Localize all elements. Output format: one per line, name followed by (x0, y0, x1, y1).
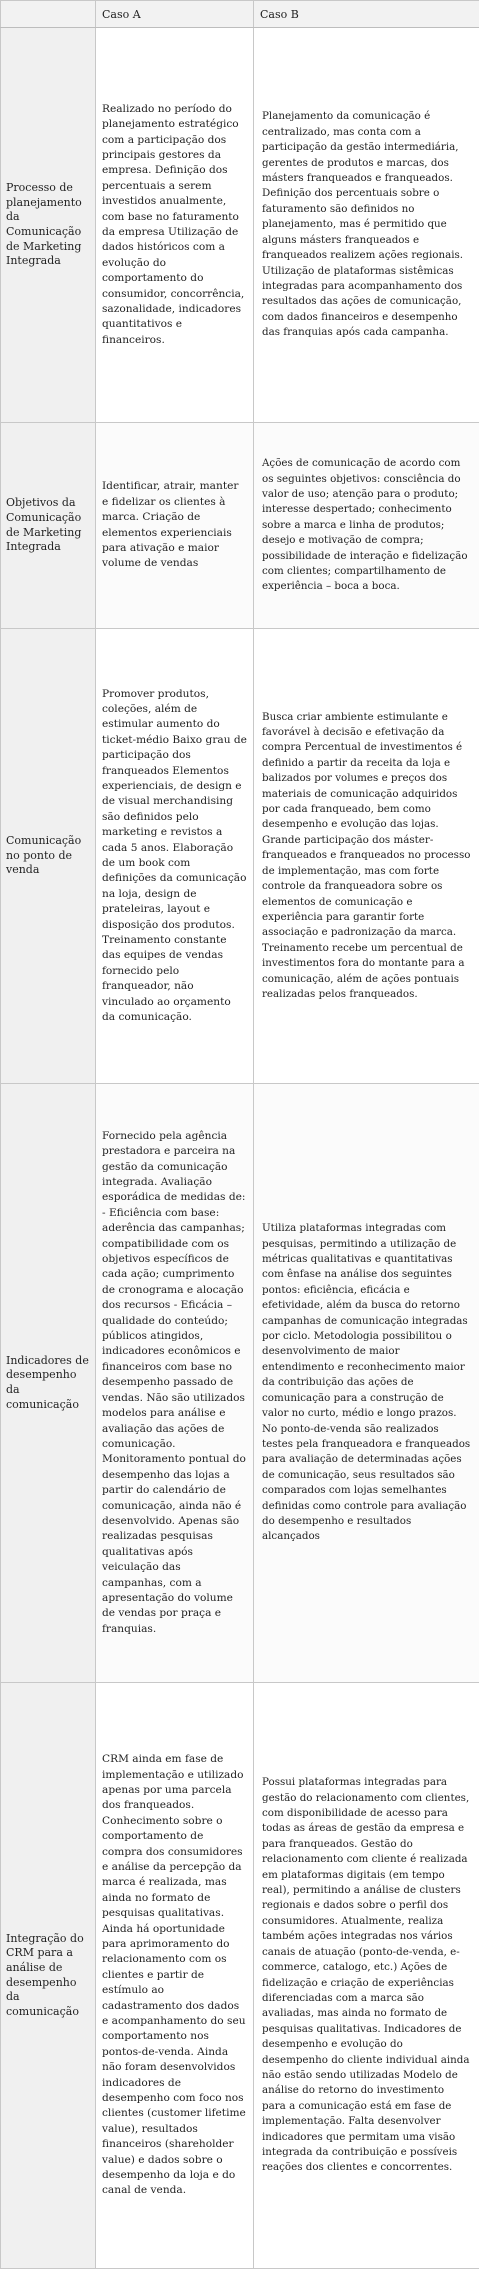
row-label: Integração do CRM para a análise de desempenho da comunicação (1, 1683, 96, 2269)
cell-caso-a: Realizado no período do planejamento estratégico com a participação dos principais gestores da empresa. Definição dos percentuais a serem investidos anualmente, com base no faturamento da empresa Utilização de dados históricos com a evolução do comportamento do consumidor, concorrência, sazonalidade, indicadores quantitativos e financeiros. (96, 28, 254, 423)
table-row (1, 423, 479, 629)
cell-caso-b: Planejamento da comunicação é centralizado, mas conta com a participação da gestão intermediária, gerentes de produtos e marcas, dos másters franqueados e franqueados. Definição dos percentuais sobre o faturamento são definidos no planejamento, mas é permitido que alguns másters franqueados e franqueados realizem ações regionais. Utilização de plataformas sistêmicas integradas para acompanhamento dos resultados das ações de comunicação, com dados financeiros e desempenho das franquias após cada campanha. (254, 28, 479, 423)
header-corner (1, 1, 96, 28)
table-row (1, 1683, 479, 2269)
row-label: Comunicação no ponto de venda (1, 629, 96, 1084)
header-caso-a: Caso A (96, 1, 254, 28)
table-row (1, 28, 479, 423)
cell-caso-a: Fornecido pela agência prestadora e parceira na gestão da comunicação integrada. Avaliação esporádica de medidas de: - Eficiência com base: aderência das campanhas; compatibilidade com os objetivos específicos de cada ação; cumprimento de cronograma e alocação dos recursos - Eficácia – qualidade do conteúdo; públicos atingidos, indicadores econômicos e financeiros com base no desempenho passado de vendas. Não são utilizados modelos para análise e avaliação das ações de comunicação. Monitoramento pontual do desempenho das lojas a partir do calendário de comunicação, ainda não é desenvolvido. Apenas são realizadas pesquisas qualitativas após veiculação das campanhas, com a apresentação do volume de vendas por praça e franquias. (96, 1084, 254, 1683)
cell-caso-b: Ações de comunicação de acordo com os seguintes objetivos: consciência do valor de uso; atenção para o produto; interesse despertado; conhecimento sobre a marca e linha de produtos; desejo e motivação de compra; possibilidade de interação e fidelização com clientes; compartilhamento de experiência – boca a boca. (254, 423, 479, 629)
cell-caso-b: Busca criar ambiente estimulante e favorável à decisão e efetivação da compra Percentual de investimentos é definido a partir da receita da loja e balizados por volumes e preços dos materiais de comunicação adquiridos por cada franqueado, bem como desempenho e evolução das lojas. Grande participação dos máster-franqueados e franqueados no processo de implementação, mas com forte controle da franqueadora sobre os elementos de comunicação e experiência para garantir forte associação e padronização da marca. Treinamento recebe um percentual de investimentos fora do montante para a comunicação, além de ações pontuais realizadas pelos franqueados. (254, 629, 479, 1084)
table-row (1, 1084, 479, 1683)
cell-caso-a: Identificar, atrair, manter e fidelizar os clientes à marca. Criação de elementos experienciais para ativação e maior volume de vendas (96, 423, 254, 629)
row-label: Objetivos da Comunicação de Marketing Integrada (1, 423, 96, 629)
cell-caso-a: CRM ainda em fase de implementação e utilizado apenas por uma parcela dos franqueados. Conhecimento sobre o comportamento de compra dos consumidores e análise da percepção da marca é realizada, mas ainda no formato de pesquisas qualitativas. Ainda há oportunidade para aprimoramento do relacionamento com os clientes e partir de estímulo ao cadastramento dos dados e acompanhamento do seu comportamento nos pontos-de-venda. Ainda não foram desenvolvidos indicadores de desempenho com foco nos clientes (customer lifetime value), resultados financeiros (shareholder value) e dados sobre o desempenho da loja e do canal de venda. (96, 1683, 254, 2269)
cell-caso-a: Promover produtos, coleções, além de estimular aumento do ticket-médio Baixo grau de participação dos franqueados Elementos experienciais, de design e de visual merchandising são definidos pelo marketing e revistos a cada 5 anos. Elaboração de um book com definições da comunicação na loja, design de prateleiras, layout e disposição dos produtos. Treinamento constante das equipes de vendas fornecido pelo franqueador, não vinculado ao orçamento da comunicação. (96, 629, 254, 1084)
cell-caso-b: Utiliza plataformas integradas com pesquisas, permitindo a utilização de métricas qualitativas e quantitativas com ênfase na análise dos seguintes pontos: eficiência, eficácia e efetividade, além da busca do retorno campanhas de comunicação integradas por ciclo. Metodologia possibilitou o desenvolvimento de maior entendimento e reconhecimento maior da contribuição das ações de comunicação para a construção de valor no curto, médio e longo prazos. No ponto-de-venda são realizados testes pela franqueadora e franqueados para avaliação de determinadas ações de comunicação, seus resultados são comparados com lojas semelhantes definidas como controle para avaliação do desempenho e resultados alcançados (254, 1084, 479, 1683)
row-label: Indicadores de desempenho da comunicação (1, 1084, 96, 1683)
cell-caso-b: Possui plataformas integradas para gestão do relacionamento com clientes, com disponibilidade de acesso para todas as áreas de gestão da empresa e para franqueados. Gestão do relacionamento com cliente é realizada em plataformas digitais (em tempo real), permitindo a análise de clusters regionais e dados sobre o perfil dos consumidores. Atualmente, realiza também ações integradas nos vários canais de atuação (ponto-de-venda, e-commerce, catalogo, etc.) Ações de fidelização e criação de experiências diferenciadas com a marca são avaliadas, mas ainda no formato de pesquisas qualitativas. Indicadores de desempenho e evolução do desempenho do cliente individual ainda não estão sendo utilizadas Modelo de análise do retorno do investimento para a comunicação está em fase de implementação. Falta desenvolver indicadores que permitam uma visão integrada da contribuição e possíveis reações dos clientes e concorrentes. (254, 1683, 479, 2269)
table-row (1, 629, 479, 1084)
header-row (1, 1, 479, 28)
row-label: Processo de planejamento da Comunicação de Marketing Integrada (1, 28, 96, 423)
header-caso-b: Caso B (254, 1, 479, 28)
